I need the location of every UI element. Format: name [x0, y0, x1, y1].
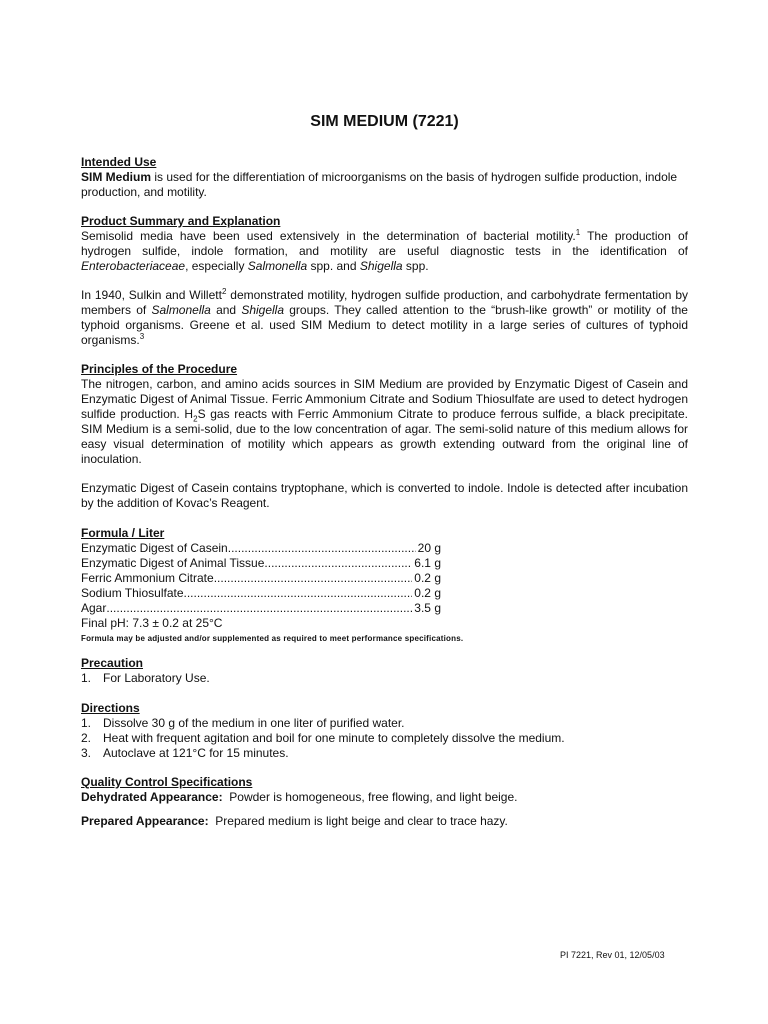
principles-p1-a: The nitrogen, carbon, and amino acids sources in SIM Medium are provided by Enzymatic Digest of Casein and Enzymatic Digest of Animal Tissue. Ferric Ammonium Citrate and Sodium Thiosulfate are used to detect hydrogen sulfide production. H — [81, 377, 688, 421]
ingredient-name: Enzymatic Digest of Casein — [81, 541, 228, 555]
list-text: Heat with frequent agitation and boil for one minute to completely dissolve the medium. — [103, 731, 565, 745]
dehydrated-appearance — [81, 790, 688, 805]
intended-use-lead: SIM Medium — [81, 170, 152, 184]
list-item — [81, 746, 688, 761]
leader-dots — [228, 541, 416, 556]
precaution-list — [81, 671, 688, 686]
leader-dots — [214, 571, 413, 586]
summary-p1-italic-2: Salmonella — [247, 259, 308, 273]
formula-item — [81, 541, 441, 556]
formula-item — [81, 571, 441, 586]
intended-use-body: is used for the differentiation of microorganisms on the basis of hydrogen sulfide production, indole production, and motility. — [81, 170, 678, 199]
leader-dots — [264, 556, 412, 571]
summary-p1-italic-1: Enterobacteriaceae — [81, 259, 186, 273]
intended-use-text — [81, 170, 688, 200]
summary-p1-e: spp. — [402, 259, 429, 273]
footnote-ref-2: 2 — [221, 287, 227, 296]
ingredient-name: Enzymatic Digest of Animal Tissue — [81, 556, 265, 570]
ingredient-amount: 6.1 g — [414, 556, 441, 570]
summary-paragraph-2 — [81, 288, 688, 348]
summary-p1-a: Semisolid media have been used extensively in the determination of bacterial motility. — [81, 229, 576, 243]
list-text: Autoclave at 121°C for 15 minutes. — [103, 746, 289, 760]
directions-list — [81, 716, 688, 761]
list-number: 3. — [81, 746, 92, 760]
leader-dots — [184, 586, 413, 601]
summary-p1-italic-3: Shigella — [359, 259, 403, 273]
formula-section — [81, 526, 688, 646]
footnote-ref-1: 1 — [575, 228, 581, 237]
summary-p2-italic-2: Shigella — [241, 303, 285, 317]
final-ph: Final pH: 7.3 ± 0.2 at 25°C — [81, 616, 223, 630]
directions-section — [81, 701, 688, 761]
list-number: 2. — [81, 731, 92, 745]
intended-use-section — [81, 155, 688, 200]
summary-p1-d: spp. and — [307, 259, 360, 273]
prepared-appearance — [81, 814, 688, 829]
footnote-ref-3: 3 — [139, 332, 145, 341]
prepared-text: Prepared medium is light beige and clear to trace hazy. — [208, 814, 508, 828]
ingredient-name: Ferric Ammonium Citrate — [81, 571, 214, 585]
principles-paragraph-1 — [81, 377, 688, 467]
principles-heading: Principles of the Procedure — [81, 362, 238, 376]
principles-p1-b: S gas reacts with Ferric Ammonium Citrate to produce ferrous sulfide, a black precipitate. SIM Medium is a semi-solid, due to the low concentration of agar. The semi-solid nature of this medium allows for easy visual determination of motility which appears as growth extending outward from the original line of inoculation. — [81, 407, 688, 466]
dehydrated-text: Powder is homogeneous, free flowing, and light beige. — [222, 790, 518, 804]
summary-p1-b: The production of hydrogen sulfide, indole formation, and motility are useful diagnostic tests in the identification of — [81, 229, 688, 258]
summary-paragraph-1 — [81, 229, 688, 274]
list-item — [81, 671, 688, 686]
ingredient-amount: 20 g — [417, 541, 441, 555]
precaution-heading: Precaution — [81, 656, 144, 670]
subscript-2: 2 — [193, 414, 198, 424]
summary-p1-c: , especially — [185, 259, 248, 273]
ingredient-amount: 0.2 g — [414, 571, 441, 585]
list-number: 1. — [81, 671, 92, 685]
ingredient-name: Agar — [81, 601, 107, 615]
list-item — [81, 716, 688, 731]
formula-note: Formula may be adjusted and/or supplemented as required to meet performance specifications. — [81, 634, 464, 643]
list-item — [81, 731, 688, 746]
summary-p2-c: and — [210, 303, 242, 317]
prepared-label: Prepared Appearance: — [81, 814, 209, 828]
list-text: Dissolve 30 g of the medium in one liter of purified water. — [103, 716, 405, 730]
ingredient-name: Sodium Thiosulfate — [81, 586, 184, 600]
intended-use-heading: Intended Use — [81, 155, 157, 169]
summary-p2-italic-1: Salmonella — [151, 303, 211, 317]
ingredient-amount: 0.2 g — [414, 586, 441, 600]
document-footer: PI 7221, Rev 01, 12/05/03 — [560, 950, 665, 960]
page-title: SIM MEDIUM (7221) — [310, 113, 459, 130]
list-text: For Laboratory Use. — [103, 671, 210, 685]
summary-p2-b: demonstrated motility, hydrogen sulfide production, and carbohydrate fermentation by members of — [81, 288, 689, 317]
principles-section — [81, 362, 688, 511]
formula-item — [81, 556, 441, 571]
summary-p2-a: In 1940, Sulkin and Willett — [81, 288, 222, 302]
principles-paragraph-2: Enzymatic Digest of Casein contains tryptophane, which is converted to indole. Indole is detected after incubation by the addition of Kovac’s Reagent. — [81, 481, 688, 510]
summary-p2-d: groups. They called attention to the “brush-like growth” or motility of the typhoid organisms. Greene et al. used SIM Medium to detect motility in a large series of cultures of typhoid organisms. — [81, 303, 688, 347]
ingredient-amount: 3.5 g — [414, 601, 441, 615]
qc-heading: Quality Control Specifications — [81, 775, 253, 789]
summary-section — [81, 214, 688, 348]
qc-section — [81, 775, 688, 829]
formula-heading: Formula / Liter — [81, 526, 165, 540]
list-number: 1. — [81, 716, 92, 730]
precaution-section — [81, 656, 688, 686]
leader-dots — [106, 601, 412, 616]
directions-heading: Directions — [81, 701, 140, 715]
formula-item — [81, 586, 441, 601]
summary-heading: Product Summary and Explanation — [81, 214, 281, 228]
dehydrated-label: Dehydrated Appearance: — [81, 790, 223, 804]
formula-item — [81, 601, 441, 616]
